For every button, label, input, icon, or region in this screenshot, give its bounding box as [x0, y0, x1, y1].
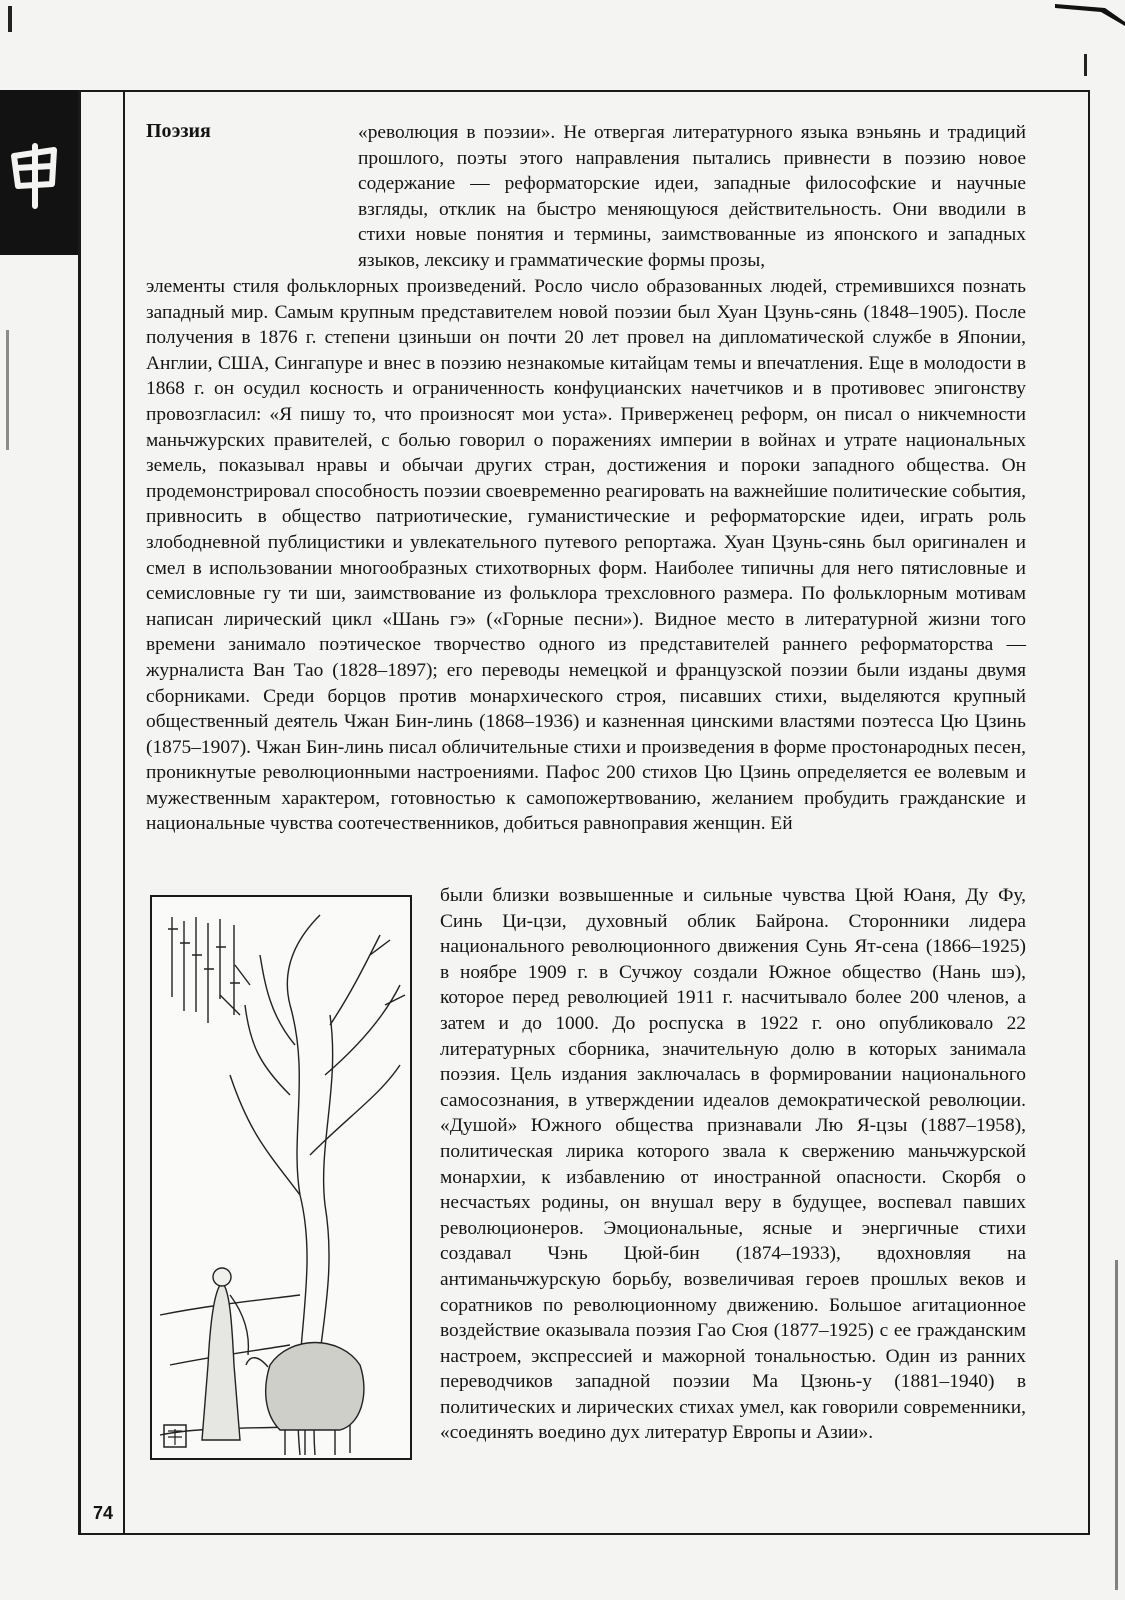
corner-scan-mark: [1055, 0, 1125, 26]
page-number: 74: [92, 1503, 114, 1523]
chinese-character-icon: [6, 140, 64, 210]
paragraph-intro: «революция в поэзии». Не отвергая литературного языка вэньянь и традиций прошлого, поэты этого направления пытались привнести в поэзию новое содержание — реформаторские идеи, западные философские и научные взгляды, отклик на быстро меняющуюся действительность. Они вводили в стихи новые понятия и термины, заимствованные из японского и западных языков, лексику и грамматические формы прозы,: [358, 122, 1026, 271]
ink-illustration: [150, 895, 412, 1460]
scan-artifact: [6, 330, 9, 450]
paragraph-main: элементы стиля фольклорных произведений. Росло число образованных людей, стремившихся познать западный мир. Самым крупным представителем новой поэзии был Хуан Цзунь-сянь (1848–1905). После получения в 1876 г. степени цзиньши он почти 20 лет провел на дипломатической службе в Японии, Англии, США, Сингапуре и внес в поэзию незнакомые китайцам темы и впечатления. Еще в молодости в 1868 г. он осудил косность и ограниченность конфуцианских начетчиков и в противовес эпигонству провозгласил: «Я пишу то, что произносят мои уста». Приверженец реформ, он писал о никчемности маньчжурских правителей, с болью говорил о поражениях империи в войнах и утрате национальных земель, показывал нравы и обычаи других стран, достижения и пороки западного общества. Он продемонстрировал способность поэзии своевременно реагировать на важнейшие политические события, привносить в общество патриотические, гуманистические и реформаторские идеи, играть роль злободневной публицистики и увлекательного путевого репортажа. Хуан Цзунь-сянь был оригинален и смел в использовании многообразных стихотворных форм. Наиболее типичны для него пятисловные и семисловные гу ти ши, заимствование из фольклора трехсловного размера. По фольклорным мотивам написан лирический цикл «Шань гэ» («Горные песни»). Видное место в литературной жизни того времени занимало поэтическое творчество одного из представителей раннего реформаторства — журналиста Ван Тао (1828–1897); его переводы немецкой и французской поэзии были изданы двумя сборниками. Среди борцов против монархического строя, писавших стихи, выделяются крупный общественный деятель Чжан Бин-линь (1868–1936) и казненная цинскими властями поэтесса Цю Цзинь (1875–1907). Чжан Бин-линь писал обличительные стихи и произведения в форме простонародных песен, проникнутые революционными настроениями. Пафос 200 стихов Цю Цзинь определяется ее волевым и мужественным характером, готовностью к самопожертвованию, желанием пробудить гражданские и национальные чувства соотечественников, добиться равноправия женщин. Ей: [146, 276, 1026, 835]
scan-artifact: [1115, 1260, 1118, 1590]
scan-artifact: [8, 6, 12, 32]
chapter-tab: [0, 90, 78, 255]
margin-rule: [123, 90, 125, 1535]
section-title: Поэзия: [146, 120, 211, 142]
scan-artifact: [1084, 54, 1087, 76]
paragraph-continued: были близки возвышенные и сильные чувства Цюй Юаня, Ду Фу, Синь Ци-цзи, духовный облик Байрона. Сторонники лидера национального революционного движения Сунь Ят-сена (1866–1925) в ноябре 1909 г. в Сучжоу создали Южное общество (Нань шэ), которое перед революцией 1911 г. насчитывало более 200 членов, а затем и до 1000. До роспуска в 1922 г. оно опубликовало 22 литературных сборника, значительную долю в которых занимала поэзия. Цель издания заключалась в формировании национального самосознания, в утверждении идеалов демократической революции. «Душой» Южного общества признавали Лю Я-цзы (1887–1958), политическая лирика которого звала к свержению маньчжурской монархии, к избавлению от иностранной опасности. Скорбя о несчастьях родины, он внушал веру в будущее, воспевал павших революционеров. Эмоциональные, ясные и энергичные стихи создавал Чэнь Цюй-бин (1874–1933), вдохновляя на антиманьчжурскую борьбу, возвеличивая героев прошлых веков и соратников по революционному движению. Большое агитационное воздействие оказывала поэзия Гао Сюя (1877–1925) с ее гражданским настроем, экспрессией и мажорной тональностью. Один из ранних переводчиков западной поэзии Ма Цзюнь-у (1881–1940) в политических и лирических стихах умел, как говорили современники, «соединять воедино дух литератур Европы и Азии».: [440, 885, 1026, 1444]
